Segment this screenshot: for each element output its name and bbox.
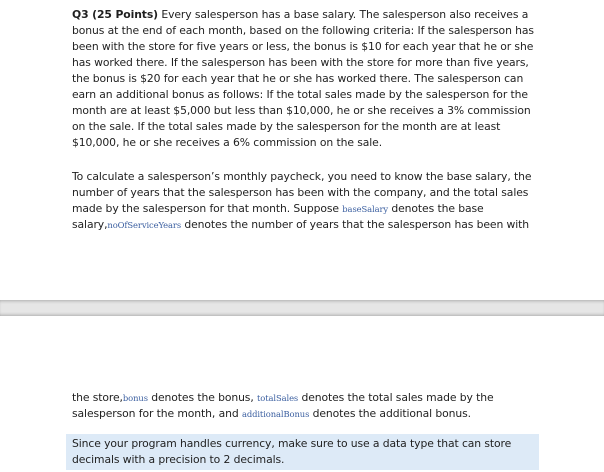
continuation-paragraph (72, 390, 542, 422)
continuation-text-4: denotes the additional bonus. (309, 407, 471, 420)
paycheck-text-1: To calculate a salesperson’s monthly paycheck, you need to know the base salary, the number of years that the salesperson has been with the company, and the total sales made by the salesperson for that month. Suppose (72, 170, 532, 215)
document-page-bottom (0, 316, 604, 472)
currency-note: Since your program handles currency, make sure to use a data type that can store decimals with a precision to 2 decimals. (72, 437, 512, 466)
code-total-sales: totalSales (257, 393, 299, 403)
code-no-of-service-years: noOfServiceYears (107, 220, 182, 230)
continuation-text-2: denotes the bonus, (147, 391, 258, 404)
paycheck-text-2: denotes the base salary, (72, 202, 484, 231)
paycheck-text-3: denotes the number of years that the salesperson has been with (181, 218, 530, 231)
paycheck-paragraph (72, 169, 542, 233)
continuation-text-3: denotes the total sales made by the salesperson for the month, and (72, 391, 494, 420)
question-text: Every salesperson has a base salary. The salesperson also receives a bonus at the end of each month, based on the following criteria: If the salesperson has been with the store for five years or less, the bonus is $10 for each year that he or she has worked there. If the salesperson has been with the store for more than five years, the bonus is $20 for each year that he or she has worked there. The salesperson can earn an additional bonus as follows: If the total sales made by the salesperson for the month are at least $5,000 but less than $10,000, he or she receives a 3% commission on the sale. If the total sales made by the salesperson for the month are at least $10,000, he or she receives a 6% commission on the sale. (72, 8, 534, 149)
page-break (0, 300, 604, 316)
code-bonus: bonus (122, 393, 148, 403)
question-label: Q3 (25 Points) (72, 8, 159, 21)
code-base-salary: baseSalary (342, 204, 389, 214)
question-paragraph (72, 7, 542, 151)
code-additional-bonus: additionalBonus (241, 409, 310, 419)
continuation-text-1: the store, (72, 391, 123, 404)
